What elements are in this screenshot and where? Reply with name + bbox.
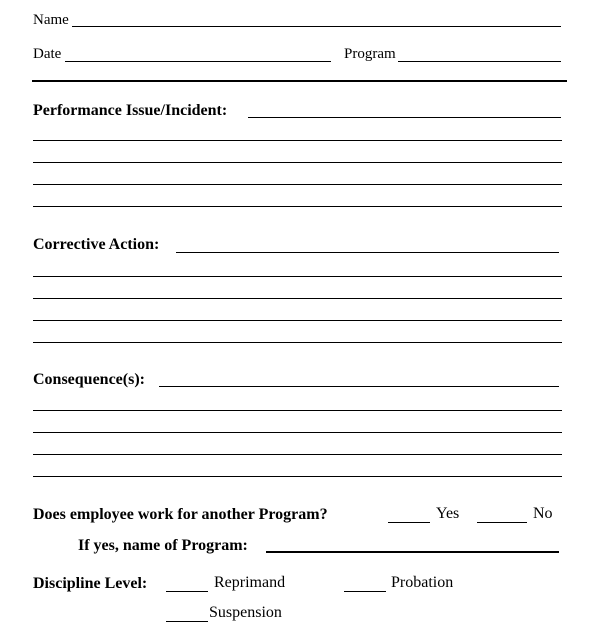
name-label: Name [33,12,69,28]
corrective-action-label: Corrective Action: [33,236,160,253]
corrective-action-line[interactable] [33,298,562,299]
performance-issue-line[interactable] [33,184,562,185]
consequences-line[interactable] [33,410,562,411]
consequences-line[interactable] [33,476,562,477]
corrective-action-first-line[interactable] [176,252,559,253]
corrective-action-line[interactable] [33,342,562,343]
performance-issue-line[interactable] [33,162,562,163]
corrective-action-line[interactable] [33,320,562,321]
suspension-label: Suspension [209,604,282,621]
consequences-line[interactable] [33,454,562,455]
yes-label: Yes [436,505,460,522]
consequences-first-line[interactable] [159,386,559,387]
reprimand-label: Reprimand [214,574,286,591]
program-label: Program [344,46,396,62]
probation-label: Probation [391,574,454,591]
probation-blank[interactable] [344,591,386,592]
no-blank[interactable] [477,522,527,523]
another-program-question: Does employee work for another Program? [33,506,328,523]
consequences-label: Consequence(s): [33,371,145,388]
performance-issue-line[interactable] [33,206,562,207]
suspension-blank[interactable] [166,621,208,622]
program-field[interactable] [398,61,561,62]
name-field[interactable] [72,26,561,27]
performance-issue-first-line[interactable] [248,117,561,118]
performance-issue-line[interactable] [33,140,562,141]
yes-blank[interactable] [388,522,430,523]
corrective-action-line[interactable] [33,276,562,277]
no-label: No [533,505,553,522]
date-field[interactable] [65,61,331,62]
performance-issue-label: Performance Issue/Incident: [33,102,228,119]
date-label: Date [33,46,62,62]
reprimand-blank[interactable] [166,591,208,592]
discipline-level-label: Discipline Level: [33,575,148,592]
header-divider [32,80,567,82]
other-program-name-field[interactable] [266,551,559,553]
consequences-line[interactable] [33,432,562,433]
other-program-name-label: If yes, name of Program: [78,537,248,554]
